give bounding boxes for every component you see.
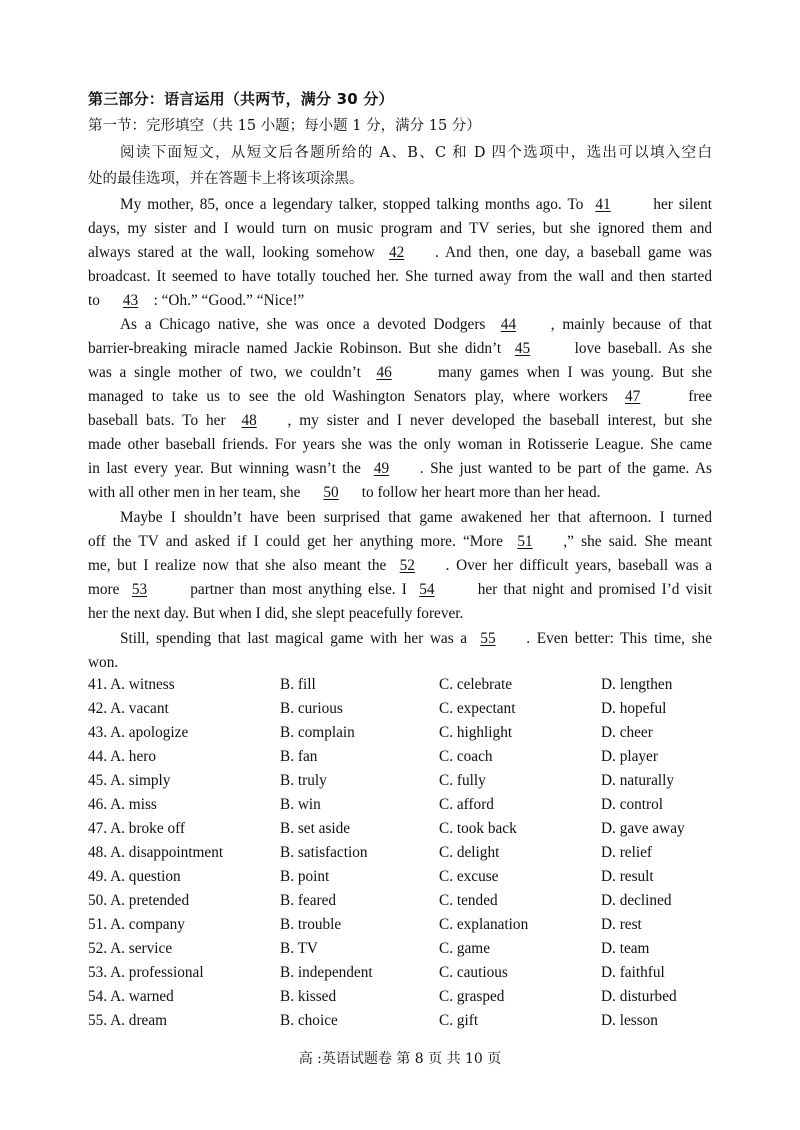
option-row-46 [88,796,728,820]
blank-48: 48 [241,412,257,429]
option-b: B. set aside [280,820,351,837]
option-b: B. satisfaction [280,844,368,861]
option-d: D. control [601,796,664,813]
option-c: C. gift [439,1012,479,1029]
option-c: C. tended [439,892,498,909]
option-b: B. kissed [280,988,337,1005]
option-c: C. fully [439,772,486,789]
option-a: 55. A. dream [88,1012,168,1029]
option-a: 47. A. broke off [88,820,186,837]
option-c: C. coach [439,748,493,765]
blank-55: 55 [480,630,496,647]
passage-line: managed to take us to see the old Washington Senators play, where workers 47 free [88,385,712,409]
option-c: C. explanation [439,916,529,933]
option-a: 46. A. miss [88,796,157,813]
option-row-53 [88,964,728,988]
option-row-52 [88,940,728,964]
option-c: C. cautious [439,964,508,981]
passage-line: Still, spending that last magical game with her was a 55 . Even better: This time, she [88,627,712,651]
blank-45: 45 [514,340,531,357]
option-b: B. truly [280,772,327,789]
option-d: D. naturally [601,772,675,789]
option-c: C. highlight [439,724,513,741]
option-a: 48. A. disappointment [88,844,224,861]
blank-42: 42 [388,244,405,261]
option-row-41 [88,676,728,700]
answer-options [88,676,728,1036]
option-b: B. complain [280,724,355,741]
option-a: 44. A. hero [88,748,156,765]
instructions-line: 阅读下面短文，从短文后各题所给的 A、B、C 和 D 四个选项中，选出可以填入空白 [120,145,712,161]
option-c: C. grasped [439,988,505,1005]
passage-line: As a Chicago native, she was once a devoted Dodgers 44 , mainly because of that [88,313,712,337]
option-b: B. independent [280,964,373,981]
option-d: D. relief [601,844,652,861]
blank-53: 53 [131,581,148,598]
option-a: 54. A. warned [88,988,174,1005]
option-d: D. hopeful [601,700,667,717]
option-c: C. afford [439,796,494,813]
option-c: C. took back [439,820,517,837]
passage-line: days, my sister and I would turn on music program and TV series, but she ignored them and [88,220,712,237]
option-row-44 [88,748,728,772]
option-d: D. lengthen [601,676,673,693]
option-d: D. result [601,868,654,885]
section-heading: 第三部分：语言运用（共两节，满分 30 分） [88,90,394,108]
option-d: D. cheer [601,724,653,741]
option-row-51 [88,916,728,940]
option-row-43 [88,724,728,748]
passage-paragraph-3 [88,506,712,626]
passage-line: her the next day. But when I did, she slept peacefully forever. [88,605,464,622]
option-d: D. lesson [601,1012,658,1029]
blank-47: 47 [625,388,641,405]
option-a: 52. A. service [88,940,173,957]
blank-50: 50 [323,484,339,501]
option-c: C. celebrate [439,676,513,693]
blank-51: 51 [517,533,533,550]
option-row-47 [88,820,728,844]
passage-line: Maybe I shouldn’t have been surprised that game awakened her that afternoon. I turned [120,509,712,526]
blank-52: 52 [399,557,415,574]
option-a: 45. A. simply [88,772,171,789]
option-row-55 [88,1012,728,1036]
option-row-45 [88,772,728,796]
option-a: 42. A. vacant [88,700,169,717]
passage-paragraph-2 [88,313,712,505]
option-row-48 [88,844,728,868]
option-c: C. delight [439,844,500,861]
passage-paragraph-4 [88,627,712,675]
blank-49: 49 [373,460,390,477]
passage-line: in last every year. But winning wasn’t the 49 . She just wanted to be part of the game. As [88,457,712,481]
option-a: 41. A. witness [88,676,175,693]
passage-line: me, but I realize now that she also meant the 52 . Over her difficult years, baseball was a [88,554,712,578]
option-d: D. faithful [601,964,665,981]
page-footer: 高 :英语试题卷 第 8 页 共 10 页 [298,1051,502,1067]
blank-54: 54 [419,581,435,598]
option-d: D. rest [601,916,642,933]
option-b: B. curious [280,700,343,717]
blank-43: 43 [122,292,139,309]
blank-41: 41 [595,196,611,213]
blank-46: 46 [376,364,392,381]
option-a: 43. A. apologize [88,724,189,741]
option-row-54 [88,988,728,1012]
option-d: D. disturbed [601,988,677,1005]
instructions [88,140,712,192]
option-d: D. team [601,940,650,957]
passage-paragraph-1 [88,193,712,313]
passage-line: to 43 : “Oh.” “Good.” “Nice!” [88,289,712,313]
option-b: B. fan [280,748,318,765]
option-d: D. player [601,748,658,765]
option-d: D. declined [601,892,672,909]
passage-line: barrier-breaking miracle named Jackie Robinson. But she didn’t 45 love baseball. As she [88,337,712,361]
option-c: C. expectant [439,700,516,717]
option-row-42 [88,700,728,724]
option-c: C. game [439,940,490,957]
passage-line: off the TV and asked if I could get her anything more. “More 51 ,” she said. She meant [88,530,712,554]
option-b: B. feared [280,892,337,909]
passage-line: won. [88,654,119,671]
passage-line: made other baseball friends. For years she was the only woman in Rotisserie League. She came [88,436,712,453]
passage-line: more 53 partner than most anything else. I 54 her that night and promised I’d visit [88,578,712,602]
passage-line: was a single mother of two, we couldn’t 46 many games when I was young. But she [88,361,712,385]
option-a: 51. A. company [88,916,185,933]
instructions-line: 处的最佳选项，并在答题卡上将该项涂黑。 [88,171,364,187]
passage-line: broadcast. It seemed to have totally touched her. She turned away from the wall and then started [88,268,712,285]
option-a: 49. A. question [88,868,181,885]
passage-line: baseball bats. To her 48 , my sister and I never developed the baseball interest, but she [88,409,712,433]
passage-line: always stared at the wall, looking somehow 42 . And then, one day, a baseball game was [88,241,712,265]
option-row-49 [88,868,728,892]
section-subheading: 第一节：完形填空（共 15 小题；每小题 1 分，满分 15 分） [88,118,481,134]
option-b: B. choice [280,1012,338,1029]
option-b: B. fill [280,676,316,693]
option-a: 53. A. professional [88,964,204,981]
blank-44: 44 [500,316,517,333]
passage-line: with all other men in her team, she 50 to follow her heart more than her head. [88,481,712,505]
option-c: C. excuse [439,868,499,885]
option-b: B. TV [280,940,318,957]
passage-line: My mother, 85, once a legendary talker, stopped talking months ago. To 41 her silent [88,193,712,217]
option-a: 50. A. pretended [88,892,190,909]
option-b: B. trouble [280,916,342,933]
option-d: D. gave away [601,820,685,837]
option-b: B. point [280,868,330,885]
option-b: B. win [280,796,321,813]
option-row-50 [88,892,728,916]
